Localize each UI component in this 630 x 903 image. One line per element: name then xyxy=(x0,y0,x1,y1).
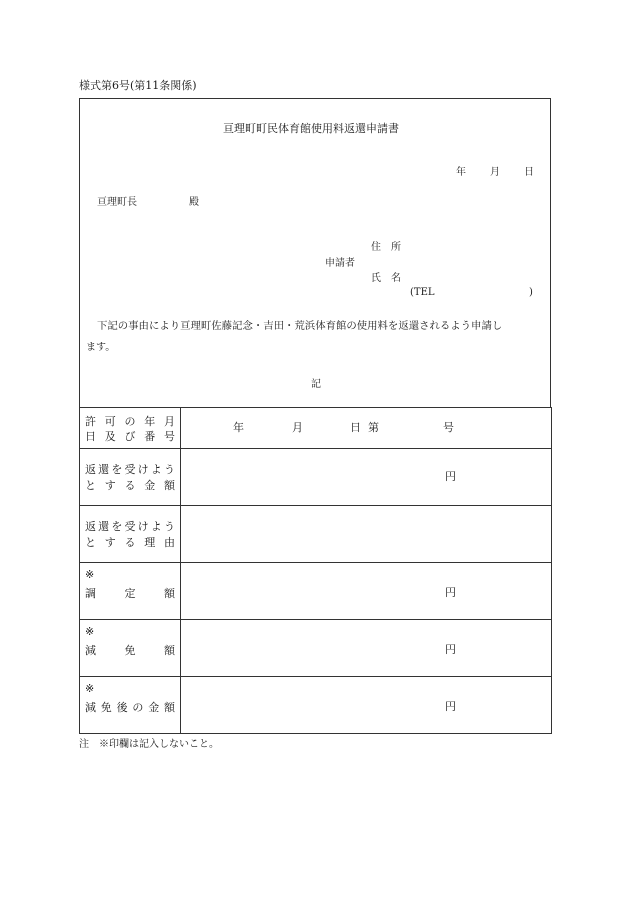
body-text-line2: ます。 xyxy=(86,342,116,353)
footnote: 注 ※印欄は記入しないこと。 xyxy=(79,739,219,750)
applicant-label: 申請者 xyxy=(325,258,355,269)
refund-amount-label-cell xyxy=(80,449,181,506)
permit-dai: 第 xyxy=(368,421,379,434)
date-month: 月 xyxy=(490,167,500,178)
reduction-label: 減 免 額 xyxy=(85,644,175,657)
assessed-label: 調 定 額 xyxy=(85,587,175,600)
form-header-frame xyxy=(79,98,551,407)
reduction-yen: 円 xyxy=(445,643,456,656)
applicant-address-label: 住 所 xyxy=(371,242,401,253)
table-row-reduction xyxy=(80,620,552,677)
table-row-permit xyxy=(80,408,552,449)
addressee-name: 亘理町長 xyxy=(97,197,137,208)
after-reduction-label-cell xyxy=(80,677,181,734)
detail-table xyxy=(79,407,552,734)
date-year: 年 xyxy=(456,167,466,178)
reduction-value-cell xyxy=(181,620,552,677)
after-reduction-value-cell xyxy=(181,677,552,734)
assessed-yen: 円 xyxy=(445,586,456,599)
after-reduction-yen: 円 xyxy=(445,700,456,713)
table-row-refund-reason xyxy=(80,506,552,563)
permit-label-cell xyxy=(80,408,181,449)
table-row-refund-amount xyxy=(80,449,552,506)
permit-label-line2: 日 及 び 番 号 xyxy=(85,430,175,443)
refund-reason-label-cell xyxy=(80,506,181,563)
reduction-label-cell xyxy=(80,620,181,677)
applicant-name-label: 氏 名 xyxy=(371,273,401,284)
form-number: 様式第6号(第11条関係) xyxy=(79,79,197,92)
form-title: 亘理町町民体育館使用料返還申請書 xyxy=(223,122,399,135)
after-reduction-mark: ※ xyxy=(85,682,95,695)
table-row-assessed xyxy=(80,563,552,620)
permit-year: 年 xyxy=(233,421,244,434)
assessed-label-cell xyxy=(80,563,181,620)
addressee-honorific: 殿 xyxy=(189,197,199,208)
assessed-value-cell xyxy=(181,563,552,620)
permit-label-line1: 許 可 の 年 月 xyxy=(85,415,175,428)
applicant-tel-close: ) xyxy=(529,287,533,298)
body-text-line1: 下記の事由により亘理町佐藤記念・吉田・荒浜体育館の使用料を返還されるよう申請し xyxy=(97,320,503,332)
applicant-tel-label: (TEL xyxy=(410,287,435,298)
refund-reason-label-line1: 返 還 を 受 け よ う xyxy=(85,520,175,533)
refund-amount-label-line1: 返 還 を 受 け よ う xyxy=(85,463,175,476)
permit-value-cell[interactable] xyxy=(181,408,552,449)
refund-amount-label-line2: と す る 金 額 xyxy=(85,479,175,492)
refund-amount-yen: 円 xyxy=(445,470,456,483)
permit-go: 号 xyxy=(443,421,454,434)
permit-day: 日 xyxy=(350,421,361,434)
assessed-mark: ※ xyxy=(85,568,95,581)
reduction-mark: ※ xyxy=(85,625,95,638)
permit-month: 月 xyxy=(292,421,303,434)
refund-reason-value-cell[interactable] xyxy=(181,506,552,563)
ki-heading: 記 xyxy=(311,379,321,390)
date-day: 日 xyxy=(524,167,534,178)
after-reduction-label: 減 免 後 の 金 額 xyxy=(85,701,175,714)
table-row-after-reduction xyxy=(80,677,552,734)
refund-reason-label-line2: と す る 理 由 xyxy=(85,536,175,549)
refund-amount-value-cell[interactable] xyxy=(181,449,552,506)
